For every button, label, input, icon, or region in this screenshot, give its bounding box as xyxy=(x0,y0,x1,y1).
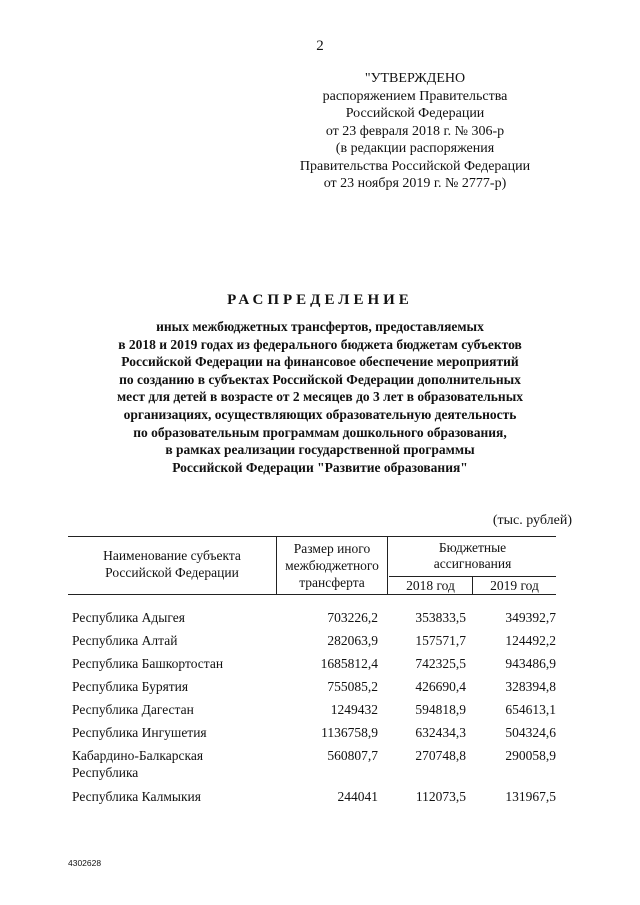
table-row xyxy=(68,678,556,701)
cell-2018: 632434,3 xyxy=(415,725,466,740)
cell-subject: Республика Башкортостан xyxy=(72,656,224,671)
cell-2018: 426690,4 xyxy=(415,679,466,694)
cell-size: 560807,7 xyxy=(327,748,378,763)
subtitle-line: иных межбюджетных трансфертов, предоставляемых xyxy=(156,319,484,334)
cell-size: 1685812,4 xyxy=(320,656,378,671)
cell-2019: 349392,7 xyxy=(505,610,556,625)
cell-size: 703226,2 xyxy=(327,610,378,625)
header-size-line: Размер иного xyxy=(293,541,371,556)
document-subtitle xyxy=(60,318,580,476)
table-row xyxy=(68,609,556,632)
approval-line: "УТВЕРЖДЕНО xyxy=(364,71,466,86)
approval-line: распоряжением Правительства xyxy=(322,88,508,104)
cell-2018: 353833,5 xyxy=(415,610,466,625)
header-size-line: трансферта xyxy=(299,575,365,590)
cell-2018: 270748,8 xyxy=(415,748,466,763)
document-code: 4302628 xyxy=(68,858,102,868)
cell-2019: 124492,2 xyxy=(505,633,556,648)
cell-2018: 112073,5 xyxy=(415,789,466,804)
table-header xyxy=(68,536,556,595)
table-row xyxy=(68,655,556,678)
cell-subject: Республика Калмыкия xyxy=(72,789,201,804)
subtitle-line: в 2018 и 2019 годах из федерального бюджета бюджетам субъектов xyxy=(118,336,522,352)
cell-subject: Республика Бурятия xyxy=(72,679,189,694)
units-label: (тыс. рублей) xyxy=(492,513,572,528)
table-row xyxy=(68,788,556,811)
cell-size: 244041 xyxy=(337,789,378,804)
cell-2018: 594818,9 xyxy=(415,702,466,717)
header-years xyxy=(389,576,556,595)
subtitle-line: в рамках реализации государственной программы xyxy=(165,442,475,458)
table-body xyxy=(68,609,556,811)
cell-size: 1249432 xyxy=(330,702,378,717)
subtitle-line: по созданию в субъектах Российской Федерации дополнительных xyxy=(119,371,521,387)
header-size-line: межбюджетного xyxy=(285,558,379,573)
cell-2018: 157571,7 xyxy=(415,633,466,648)
cell-subject: Республика Алтай xyxy=(72,633,178,648)
cell-subject: Республика Ингушетия xyxy=(72,725,207,740)
header-subject-name xyxy=(68,547,276,581)
page-number: 2 xyxy=(316,38,324,54)
approval-line: Правительства Российской Федерации xyxy=(299,158,531,174)
header-budget-line: ассигнования xyxy=(433,556,512,571)
table-row xyxy=(68,632,556,655)
cell-2019: 943486,9 xyxy=(505,656,556,671)
header-transfer-size xyxy=(276,537,388,594)
table-row xyxy=(68,724,556,747)
cell-subject: Кабардино-Балкарская Республика xyxy=(72,748,204,780)
table-row xyxy=(68,701,556,724)
cell-2019: 504324,6 xyxy=(505,725,556,740)
cell-size: 1136758,9 xyxy=(321,725,378,740)
cell-2018: 742325,5 xyxy=(415,656,466,671)
subtitle-line: Российской Федерации "Развитие образования" xyxy=(172,459,468,475)
cell-subject: Республика Дагестан xyxy=(72,702,194,717)
table-row xyxy=(68,747,556,788)
subtitle-line: организациях, осуществляющих образовательную деятельность xyxy=(123,406,517,422)
document-title: РАСПРЕДЕЛЕНИЕ xyxy=(227,292,413,308)
header-budget xyxy=(389,540,556,572)
approval-line: Российской Федерации xyxy=(345,106,485,121)
approval-line: (в редакции распоряжения xyxy=(335,141,495,156)
subtitle-line: по образовательным программам дошкольного образования, xyxy=(133,424,507,440)
cell-2019: 328394,8 xyxy=(505,679,556,694)
cell-2019: 290058,9 xyxy=(505,748,556,763)
header-budget-line: Бюджетные xyxy=(438,540,507,555)
approval-line: от 23 февраля 2018 г. № 306-р xyxy=(325,123,505,139)
approval-line: от 23 ноября 2019 г. № 2777-р) xyxy=(323,176,507,191)
header-year-2018: 2018 год xyxy=(389,577,473,595)
cell-2019: 131967,5 xyxy=(505,789,556,804)
cell-size: 282063,9 xyxy=(327,633,378,648)
approval-block xyxy=(260,70,570,193)
header-subject-line: Наименование субъекта xyxy=(103,548,241,563)
header-subject-line: Российской Федерации xyxy=(105,565,239,580)
cell-size: 755085,2 xyxy=(327,679,378,694)
cell-subject: Республика Адыгея xyxy=(72,610,185,625)
subtitle-line: мест для детей в возрасте от 2 месяцев до 3 лет в образовательных xyxy=(116,389,524,405)
subtitle-line: Российской Федерации на финансовое обеспечение мероприятий xyxy=(121,354,519,370)
header-year-2019: 2019 год xyxy=(490,578,539,593)
cell-2019: 654613,1 xyxy=(505,702,556,717)
